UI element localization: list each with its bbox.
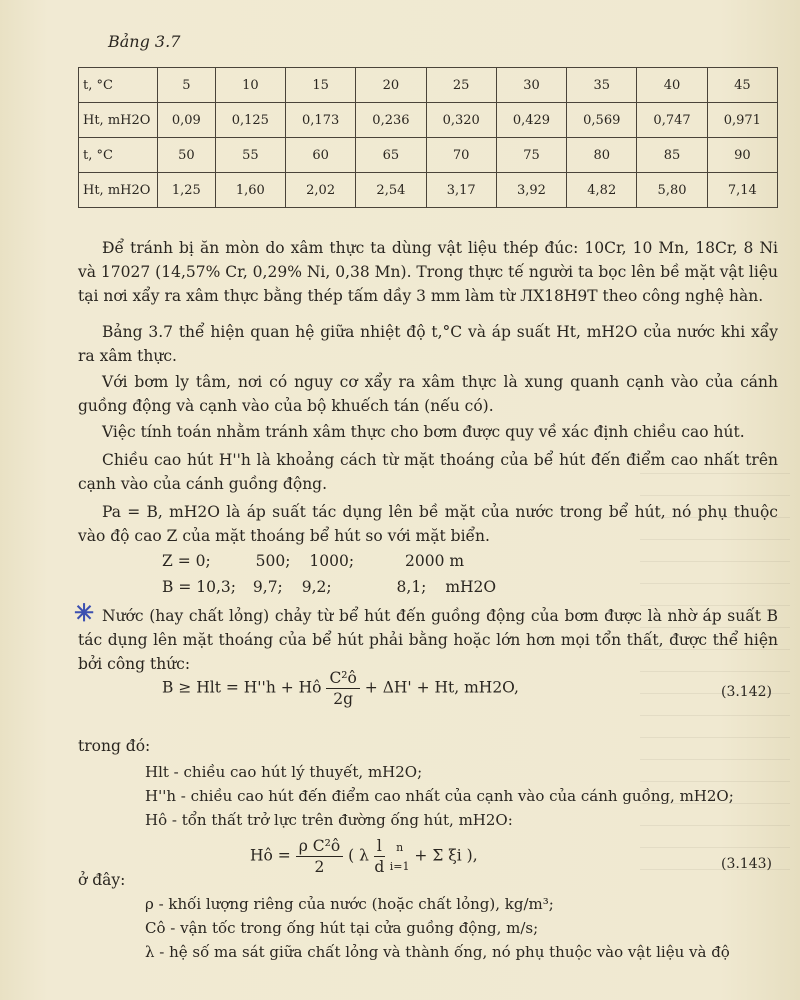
table-cell: 0,569 xyxy=(567,103,637,138)
eq1-denominator: 2g xyxy=(333,690,354,708)
table-cell: 75 xyxy=(496,138,566,173)
definition-hlt: Hlt - chiều cao hút lý thuyết, mH2O; xyxy=(145,763,423,781)
o-day-label: ở đây: xyxy=(78,871,126,889)
paragraph-3: Với bơm ly tâm, nơi có nguy cơ xẩy ra xâm thực là xung quanh cạnh vào của cánh guồng động và cạnh vào của bộ khuếch tán (nếu có). xyxy=(78,373,778,415)
table-cell: 55 xyxy=(215,138,285,173)
table-cell: 5 xyxy=(158,68,216,103)
table-cell: 0,747 xyxy=(637,103,707,138)
table-cell: 10 xyxy=(215,68,285,103)
paragraph-7: Nước (hay chất lỏng) chảy từ bể hút đến guồng động của bơm được là nhờ áp suất B tác dụng lên mặt thoáng của bể hút phải bằng hoặc lớn hơn mọi tổn thất, được thể hiện bởi công thức: xyxy=(78,607,778,673)
z-value-2: 1000; xyxy=(309,552,355,570)
row-header-cell: t, °C xyxy=(79,68,158,103)
table-cell: 0,429 xyxy=(496,103,566,138)
table-cell: 0,125 xyxy=(215,103,285,138)
eq2-mid: ( λ xyxy=(348,846,369,865)
row-header-cell: Ht, mH2O xyxy=(79,103,158,138)
table-cell: 2,54 xyxy=(356,173,426,208)
table-cell: 80 xyxy=(567,138,637,173)
definition-ho: Hô - tổn thất trở lực trên đường ống hút, mH2O: xyxy=(145,811,513,829)
table-cell: 0,236 xyxy=(356,103,426,138)
z-values-line xyxy=(162,552,464,570)
table-row xyxy=(79,68,778,103)
table-cell: 15 xyxy=(285,68,355,103)
table-cell: 60 xyxy=(285,138,355,173)
table-cell: 7,14 xyxy=(707,173,777,208)
table-cell: 30 xyxy=(496,68,566,103)
row-header-cell: Ht, mH2O xyxy=(79,173,158,208)
table-cell: 0,173 xyxy=(285,103,355,138)
paragraph-1: Để tránh bị ăn mòn do xâm thực ta dùng vật liệu thép đúc: 10Cr, 10 Mn, 18Cr, 8 Ni và 17027 (14,57% Cr, 0,29% Ni, 0,38 Mn). Trong thực tế người ta bọc lên bề mặt vật liệu tại nơi xẩy ra xâm thực bằng thép tấm dầy 3 mm làm từ ЛX18H9T theo công nghệ hàn. xyxy=(78,239,778,305)
definitions-list-2 xyxy=(145,892,785,964)
table-row xyxy=(79,138,778,173)
eq2-tail: + Σ ξi ), xyxy=(414,846,478,865)
b-unit: mH2O xyxy=(445,578,497,596)
eq2-denominator-1: 2 xyxy=(314,858,325,876)
table-cell: 25 xyxy=(426,68,496,103)
paragraph-5: Chiều cao hút H''h là khoảng cách từ mặt thoáng của bể hút đến điểm cao nhất trên cạnh vào của cánh guồng động. xyxy=(78,451,778,493)
b-values-line xyxy=(162,578,496,596)
eq2-sum-bottom: i=1 xyxy=(389,859,410,873)
z-label: Z = 0; xyxy=(162,552,211,570)
b-value-1: 9,7; xyxy=(252,578,283,596)
table-cell: 70 xyxy=(426,138,496,173)
definition-rho: ρ - khối lượng riêng của nước (hoặc chất lỏng), kg/m³; xyxy=(145,895,554,913)
table-cell: 3,92 xyxy=(496,173,566,208)
table-cell: 85 xyxy=(637,138,707,173)
table-cell: 4,82 xyxy=(567,173,637,208)
b-value-2: 9,2; xyxy=(301,578,332,596)
table-cell: 35 xyxy=(567,68,637,103)
table-cell: 45 xyxy=(707,68,777,103)
b-value-3: 8,1; xyxy=(396,578,427,596)
table-row xyxy=(79,173,778,208)
z-value-1: 500; xyxy=(255,552,291,570)
eq1-fraction xyxy=(326,668,359,709)
table-caption: Bảng 3.7 xyxy=(108,32,181,51)
table-cell: 5,80 xyxy=(637,173,707,208)
table-cell: 40 xyxy=(637,68,707,103)
pressure-table xyxy=(78,67,778,208)
equation-3-142 xyxy=(162,668,519,709)
z-value-3: 2000 m xyxy=(405,552,465,570)
eq2-numerator-2: l xyxy=(374,836,385,857)
table-cell: 90 xyxy=(707,138,777,173)
equation-number-3-143: (3.143) xyxy=(720,856,772,872)
definitions-list-1 xyxy=(145,760,785,832)
trong-do-label: trong đó: xyxy=(78,737,151,755)
table-cell: 1,25 xyxy=(158,173,216,208)
eq1-left: B ≥ Hlt = H''h + Hô xyxy=(162,678,322,697)
table-cell: 50 xyxy=(158,138,216,173)
table-cell: 0,320 xyxy=(426,103,496,138)
paragraph-4: Việc tính toán nhằm tránh xâm thực cho bơm được quy về xác định chiều cao hút. xyxy=(102,423,745,441)
eq2-denominator-2: d xyxy=(374,858,385,876)
table-cell: 2,02 xyxy=(285,173,355,208)
definition-co: Cô - vận tốc trong ống hút tại cửa guồng động, m/s; xyxy=(145,919,539,937)
table-cell: 65 xyxy=(356,138,426,173)
paragraph-2: Bảng 3.7 thể hiện quan hệ giữa nhiệt độ t,°C và áp suất Ht, mH2O của nước khi xẩy ra xâm thực. xyxy=(78,323,778,365)
table-cell: 3,17 xyxy=(426,173,496,208)
eq1-numerator: C²ô xyxy=(326,668,359,689)
b-label: B = 10,3; xyxy=(162,578,236,596)
eq1-right: + ΔH' + Ht, mH2O, xyxy=(364,678,519,697)
equation-number-3-142: (3.142) xyxy=(720,684,772,700)
table-cell: 0,971 xyxy=(707,103,777,138)
paragraph-6: Pa = B, mH2O là áp suất tác dụng lên bề mặt của nước trong bể hút, nó phụ thuộc vào độ cao Z của mặt thoáng bể hút so với mặt biển. xyxy=(78,503,778,545)
eq2-left: Hô = xyxy=(250,846,291,865)
table-row xyxy=(79,103,778,138)
eq2-numerator-1: ρ C²ô xyxy=(296,836,343,857)
row-header-cell: t, °C xyxy=(79,138,158,173)
definition-hh: H''h - chiều cao hút đến điểm cao nhất của cạnh vào của cánh guồng, mH2O; xyxy=(145,787,734,805)
eq2-sum-top: n xyxy=(396,840,404,854)
handwritten-star-mark: ✳ xyxy=(74,598,95,627)
definition-lambda: λ - hệ số ma sát giữa chất lỏng và thành ống, nó phụ thuộc vào vật liệu và độ xyxy=(145,943,730,961)
table-cell: 20 xyxy=(356,68,426,103)
table-cell: 0,09 xyxy=(158,103,216,138)
table-cell: 1,60 xyxy=(215,173,285,208)
